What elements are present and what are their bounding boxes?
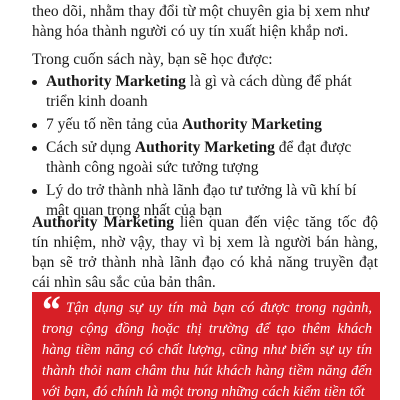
bold-term: Authority Marketing <box>134 139 275 156</box>
bullet-item: Cách sử dụng Authority Marketing để đạt được thành công ngoài sức tưởng tượng <box>32 138 378 178</box>
bullet-item: Lý do trở thành nhà lãnh đạo tư tưởng là vũ khí bí mật quan trọng nhất của bạn <box>32 181 378 221</box>
pull-quote-box <box>32 292 380 400</box>
bullet-dot-icon <box>32 123 37 128</box>
quote-mark-icon: “ <box>40 292 60 332</box>
bullet-dot-icon <box>32 80 37 85</box>
bold-term: Authority Marketing <box>182 116 322 133</box>
top-paragraph: theo dõi, nhằm thay đổi từ một chuyên gia bị xem như hàng hóa thành người có uy tín xuất hiện khắp nơi. <box>32 3 370 40</box>
bullet-dot-icon <box>32 189 37 194</box>
bullet-dot-icon <box>32 146 37 151</box>
bold-term: Authority Marketing <box>46 73 186 90</box>
body-paragraph: Authority Marketing liên quan đến việc tăng tốc độ tín nhiệm, nhờ vậy, thay vì bị xem là người bán hàng, bạn sẽ trở thành nhà lãnh đạo có khả năng truyền đạt cái nhìn sâu sắc của bản thân. <box>32 214 378 291</box>
intro-line: Trong cuốn sách này, bạn sẽ học được: <box>32 51 273 68</box>
pull-quote-text: Tận dụng sự uy tín mà bạn có được trong ngành, trong cộng đồng hoặc thị trường để tạo thêm khách hàng tiềm năng có chất lượng, cũng như biến sự uy tín thành thỏi nam châm thu hút khách hàng tiềm năng đến với bạn, đó chính là một trong những cách kiếm tiền tốt <box>42 300 372 400</box>
bullet-list <box>32 72 378 224</box>
bullet-item: 7 yếu tố nền tảng của Authority Marketing <box>32 115 378 135</box>
bold-term: Authority Marketing <box>32 214 174 231</box>
bullet-item: Authority Marketing là gì và cách dùng để phát triển kinh doanh <box>32 72 378 112</box>
